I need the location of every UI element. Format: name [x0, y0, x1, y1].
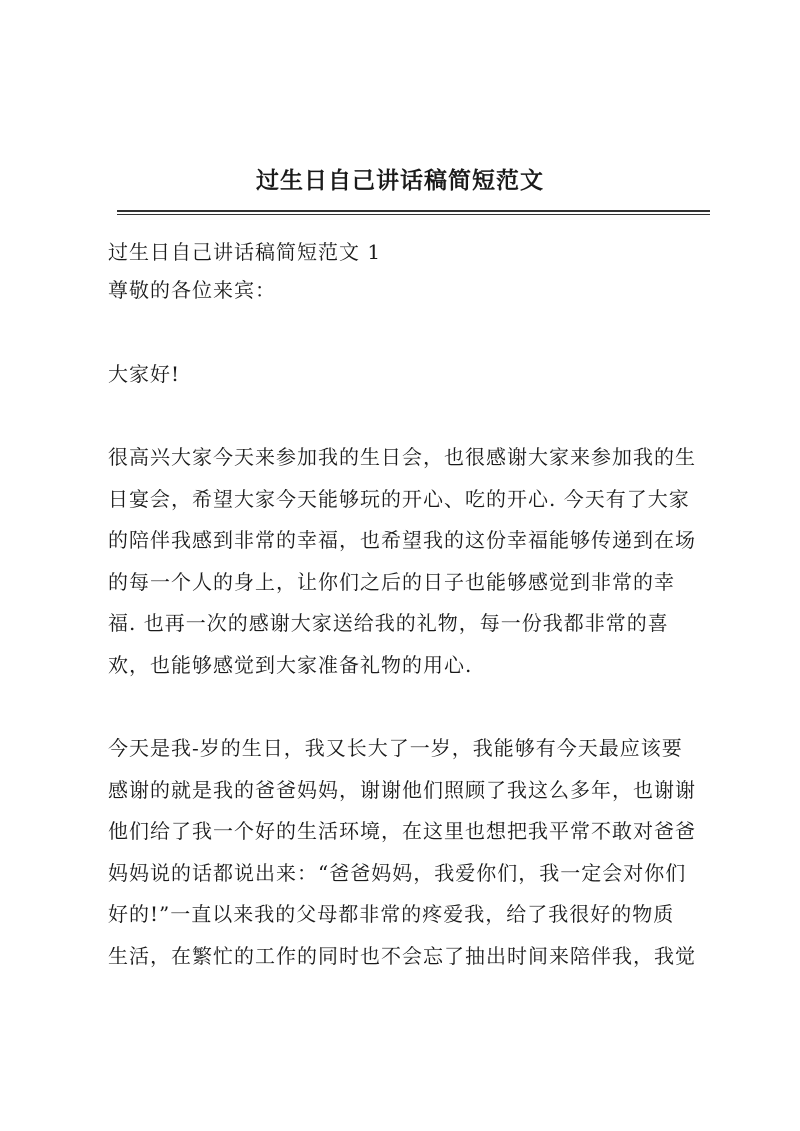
text-line: 欢，也能够感觉到大家准备礼物的用心.	[108, 653, 473, 677]
text-line: 大家好!	[108, 362, 181, 386]
text-line: 尊敬的各位来宾：	[108, 278, 276, 302]
text-line: 过生日自己讲话稿简短范文 1	[108, 240, 382, 264]
text-line: 很高兴大家今天来参加我的生日会，也很感谢大家来参加我的生	[108, 445, 696, 469]
text-line: 感谢的就是我的爸爸妈妈，谢谢他们照顾了我这么多年，也谢谢	[108, 778, 696, 802]
document-title: 过生日自己讲话稿简短范文	[256, 167, 544, 194]
text-line: 福. 也再一次的感谢大家送给我的礼物，每一份我都非常的喜	[108, 611, 669, 635]
text-line: 生活，在繁忙的工作的同时也不会忘了抽出时间来陪伴我，我觉	[108, 944, 696, 968]
text-line: 好的!”一直以来我的父母都非常的疼爱我，给了我很好的物质	[108, 902, 675, 926]
text-line: 今天是我-岁的生日，我又长大了一岁，我能够有今天最应该要	[108, 736, 683, 760]
title-divider	[117, 210, 710, 215]
text-line: 的每一个人的身上，让你们之后的日子也能够感觉到非常的幸	[108, 570, 675, 594]
text-line: 的陪伴我感到非常的幸福，也希望我的这份幸福能够传递到在场	[108, 528, 696, 552]
text-line: 他们给了我一个好的生活环境，在这里也想把我平常不敢对爸爸	[108, 819, 696, 843]
text-line: 妈妈说的话都说出来：“爸爸妈妈，我爱你们，我一定会对你们	[108, 861, 687, 885]
text-line: 日宴会，希望大家今天能够玩的开心、吃的开心. 今天有了大家	[108, 487, 690, 511]
